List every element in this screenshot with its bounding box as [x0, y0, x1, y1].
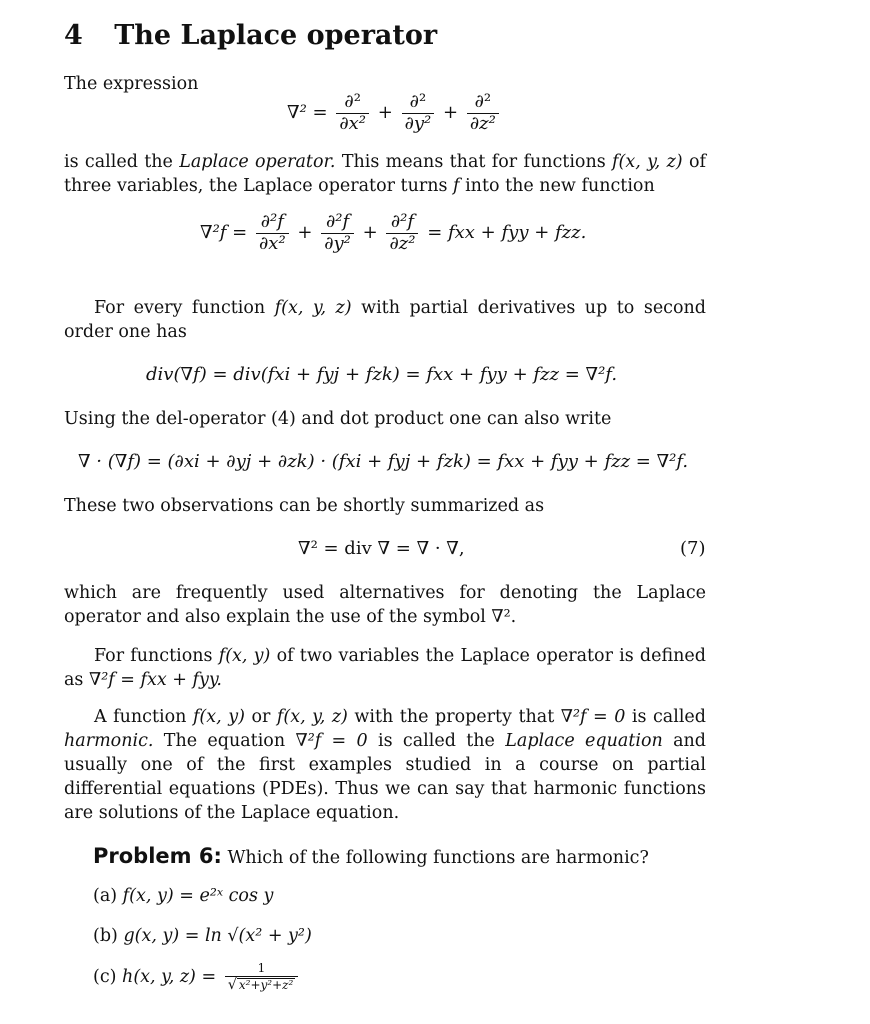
- problem-title: Problem 6:: [93, 844, 222, 868]
- section-title: The Laplace operator: [114, 20, 438, 51]
- section-heading: [64, 20, 437, 51]
- problem-heading: [93, 844, 649, 868]
- fraction: $\frac{\text{∂²}}{\text{∂x²}}$: [336, 92, 369, 134]
- fraction: $\frac{1}{\text{√ x²+y²+z²}}$: [225, 962, 299, 993]
- laplace-operator-paragraph: is called the Laplace operator. This means that for functions f(x, y, z) of three variables, the Laplace operator turns f into the new function: [64, 152, 706, 196]
- summary-text: These two observations can be shortly summarized as: [64, 496, 545, 516]
- fraction: $\frac{\text{∂²}}{\text{∂z²}}$: [467, 92, 499, 134]
- problem-question: Which of the following functions are harmonic?: [227, 848, 649, 868]
- symbol-explanation-paragraph: which are frequently used alternatives for denoting the Laplace operator and also explain the use of the symbol ∇².: [64, 583, 706, 627]
- harmonic-paragraph: A function f(x, y) or f(x, y, z) with the property that ∇²f = 0 is called harmonic. The equation ∇²f = 0 is called the Laplace equation and usually one of the first examples studied in a course on partial differential equations (PDEs). Thus we can say that harmonic functions are solutions of the Laplace equation.: [64, 707, 706, 823]
- problem-item-a: (a) f(x, y) = e²ˣ cos y: [93, 886, 274, 906]
- two-variable-paragraph: For functions f(x, y) of two variables the Laplace operator is defined as ∇²f = fxx + fyy.: [64, 646, 706, 690]
- laplacian-expansion-equation: ∇²f = $\frac{\text{∂²f}}{\text{∂x²}}$ + $\frac{\text{∂²f}}{\text{∂y²}}$ + $\frac{\text{∂²f}}{\text{∂z²}}$ = fxx + fyy + fzz.: [200, 211, 587, 254]
- del-dot-product-equation: ∇ · (∇f) = (∂xi + ∂yj + ∂zk) · (fxi + fyj + fzk) = fxx + fyy + fzz = ∇²f.: [78, 451, 689, 472]
- laplace-definition-equation: ∇² = $\frac{\text{∂²}}{\text{∂x²}}$ + $\frac{\text{∂²}}{\text{∂y²}}$ + $\frac{\text{∂²}}{\text{∂z²}}$: [287, 92, 502, 134]
- divergence-gradient-equation: div(∇f) = div(fxi + fyj + fzk) = fxx + fyy + fzz = ∇²f.: [146, 364, 618, 385]
- fraction: $\frac{\text{∂²}}{\text{∂y²}}$: [402, 92, 435, 134]
- problem-item-b: (b) g(x, y) = ln √(x² + y²): [93, 926, 312, 946]
- equation-number: (7): [680, 538, 706, 559]
- problem-item-c: (c) h(x, y, z) = $\frac{1}{\text{√ x²+y²+z²}}$: [93, 962, 301, 993]
- second-order-paragraph: For every function f(x, y, z) with partial derivatives up to second order one has: [64, 298, 706, 342]
- del-operator-text: Using the del-operator (4) and dot product one can also write: [64, 409, 612, 429]
- section-number: 4: [64, 20, 83, 51]
- summary-equation: ∇² = div ∇ = ∇ · ∇,: [298, 538, 465, 559]
- intro-text: The expression: [64, 74, 199, 94]
